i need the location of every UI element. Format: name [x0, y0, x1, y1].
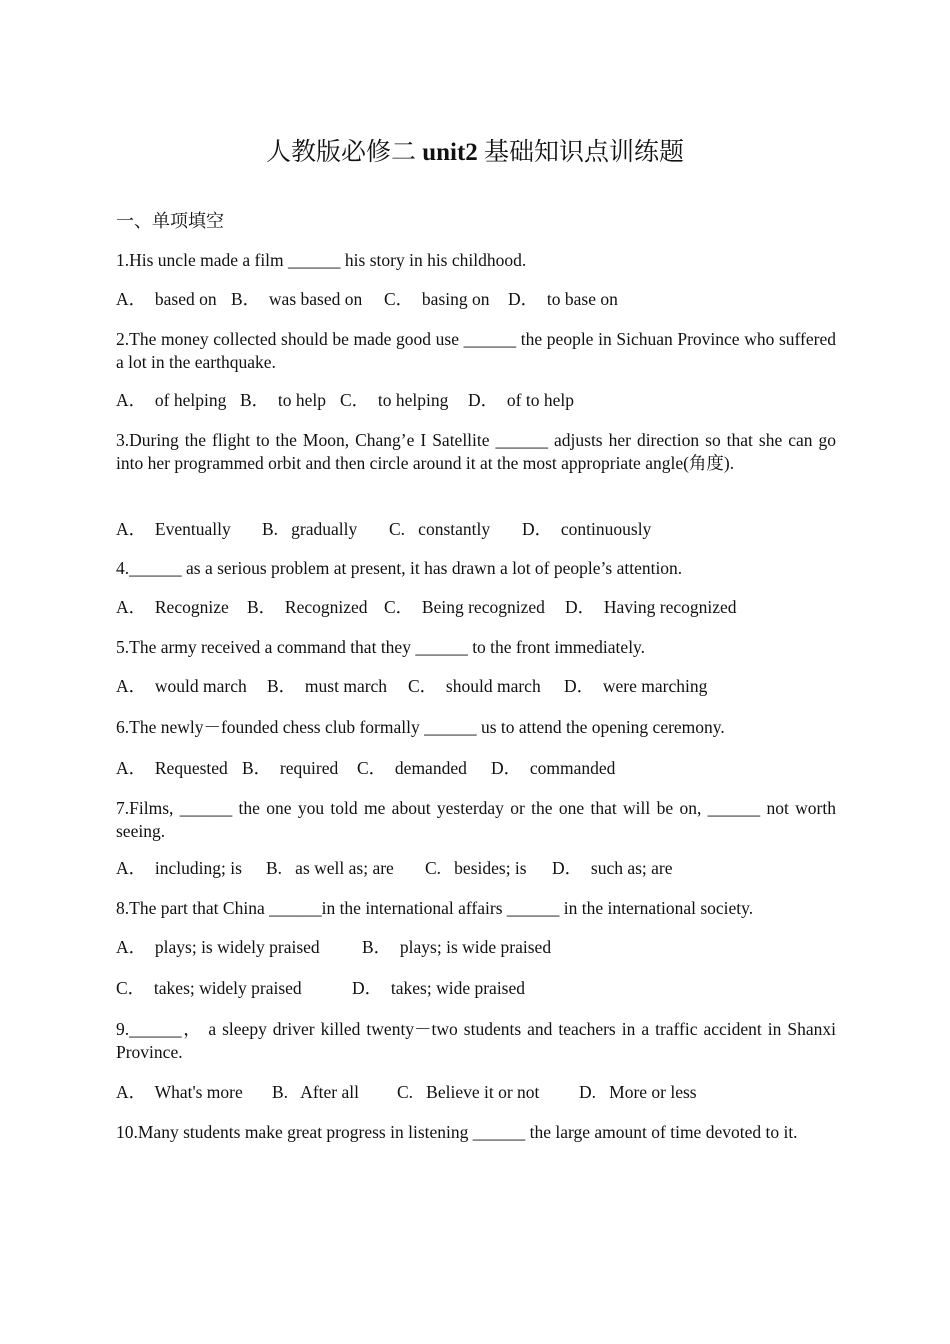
- question-3-option-b: B. gradually: [262, 519, 358, 539]
- title-prefix: 人教版必修二: [265, 139, 423, 166]
- question-9-stem: 9.______， a sleepy driver killed twenty－two students and teachers in a traffic accident in Shanxi Province.: [116, 1019, 836, 1062]
- question-4-stem: 4.______ as a serious problem at present, it has drawn a lot of people’s attention.: [116, 558, 683, 578]
- title-suffix: 基础知识点训练题: [477, 139, 685, 166]
- question-6-option-b: B． required: [242, 758, 339, 778]
- question-1-stem: 1.His uncle made a film ______ his story in his childhood.: [116, 250, 527, 270]
- question-6-option-c: C． demanded: [357, 758, 467, 778]
- question-5-option-a: A． would march: [116, 676, 247, 696]
- question-5-option-d: D． were marching: [564, 676, 708, 696]
- question-8-option-c: C． takes; widely praised: [116, 978, 302, 998]
- question-9-option-c: C. Believe it or not: [397, 1082, 540, 1102]
- question-4-option-c: C． Being recognized: [384, 597, 545, 617]
- question-2-option-c: C． to helping: [340, 390, 449, 410]
- question-8-option-b: B． plays; is wide praised: [362, 937, 552, 957]
- question-7-stem: 7.Films, ______ the one you told me about yesterday or the one that will be on, ______ not worth seeing.: [116, 798, 836, 841]
- question-8-option-a: A． plays; is widely praised: [116, 937, 320, 957]
- page-title: [0, 137, 950, 169]
- question-8-option-d: D． takes; wide praised: [352, 978, 526, 998]
- question-2-option-d: D． of to help: [468, 390, 574, 410]
- question-7-option-a: A． including; is: [116, 858, 242, 878]
- question-5-option-c: C． should march: [408, 676, 541, 696]
- question-1-option-a: A． based on: [116, 289, 217, 309]
- question-7-option-c: C. besides; is: [425, 858, 527, 878]
- question-1-option-c: C． basing on: [384, 289, 490, 309]
- question-3-option-a: A． Eventually: [116, 519, 231, 539]
- title-unit: unit2: [422, 139, 478, 166]
- question-7-option-d: D． such as; are: [552, 858, 673, 878]
- question-10-stem: 10.Many students make great progress in listening ______ the large amount of time devoted to it.: [116, 1122, 798, 1142]
- question-9-option-b: B. After all: [272, 1082, 359, 1102]
- question-2-option-a: A． of helping: [116, 390, 227, 410]
- question-4-option-a: A． Recognize: [116, 597, 229, 617]
- question-9-option-d: D. More or less: [579, 1082, 697, 1102]
- question-6-option-a: A． Requested: [116, 758, 228, 778]
- section-heading: 一、单项填空: [116, 211, 224, 231]
- question-5-option-b: B． must march: [267, 676, 388, 696]
- question-2-option-b: B． to help: [240, 390, 327, 410]
- question-1-option-b: B． was based on: [231, 289, 363, 309]
- question-3-option-d: D． continuously: [522, 519, 652, 539]
- question-3-stem: 3.During the flight to the Moon, Chang’e I Satellite ______ adjusts her direction so that she can go into her programmed orbit and then circle around it at the most appropriate angle(角度).: [116, 430, 836, 473]
- question-4-option-d: D． Having recognized: [565, 597, 737, 617]
- question-7-option-b: B. as well as; are: [266, 858, 394, 878]
- question-3-option-c: C. constantly: [389, 519, 491, 539]
- question-6-stem: 6.The newly－founded chess club formally ______ us to attend the opening ceremony.: [116, 717, 725, 737]
- question-5-stem: 5.The army received a command that they ______ to the front immediately.: [116, 637, 646, 657]
- question-4-option-b: B． Recognized: [247, 597, 368, 617]
- question-8-stem: 8.The part that China ______in the international affairs ______ in the international society.: [116, 898, 754, 918]
- question-9-option-a: A． What's more: [116, 1082, 243, 1102]
- question-1-option-d: D． to base on: [508, 289, 618, 309]
- question-2-stem: 2.The money collected should be made good use ______ the people in Sichuan Province who suffered a lot in the earthquake.: [116, 329, 836, 372]
- question-6-option-d: D． commanded: [491, 758, 616, 778]
